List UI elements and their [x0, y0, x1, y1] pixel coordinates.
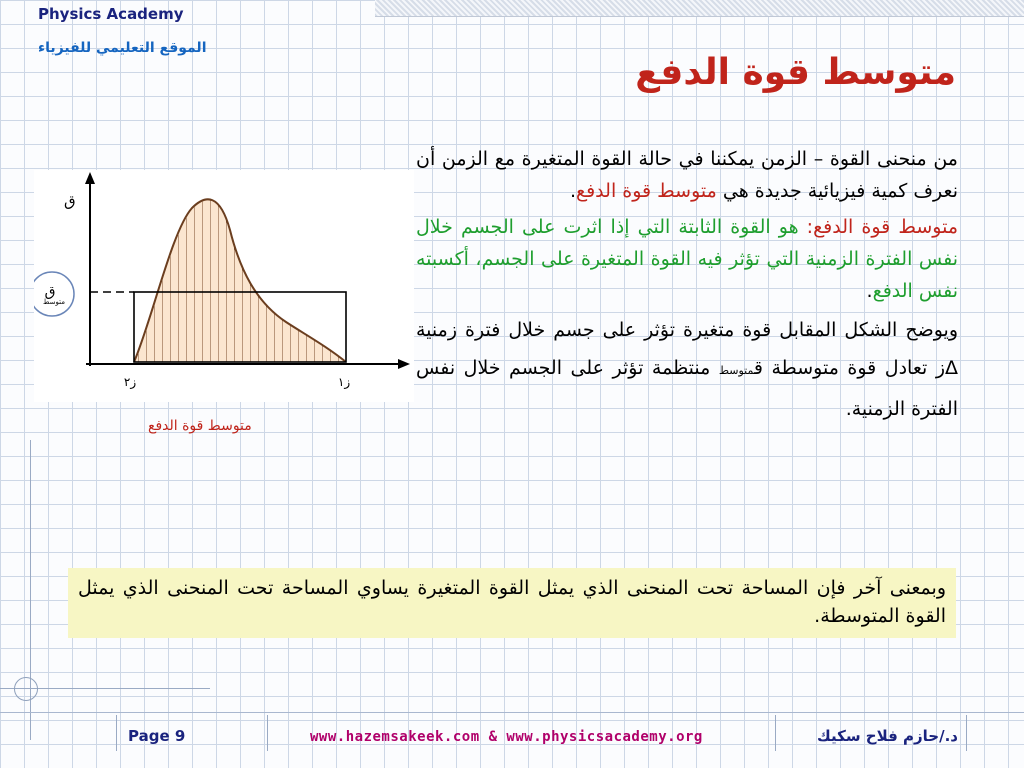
decor-circle: [14, 677, 38, 701]
paragraph-figure-explanation: [416, 311, 958, 428]
average-force-label: ق: [44, 284, 56, 300]
impulse-area: [134, 190, 346, 362]
average-force-subscript: متوسط: [43, 298, 65, 306]
highlight-box: وبمعنى آخر فإن المساحة تحت المنحنى الذي يمثل القوة المتغيرة يساوي المساحة تحت المنحنى الذي يمثل القوة المتوسطة.: [68, 568, 956, 638]
page-title: متوسط قوة الدفع: [635, 52, 956, 93]
force-time-figure: [34, 170, 414, 402]
figure-caption: متوسط قوة الدفع: [148, 418, 252, 434]
header-strip: [375, 0, 1024, 17]
paragraph-intro: [416, 143, 958, 207]
brand-subtitle: الموقع التعليمي للفيزياء: [38, 40, 207, 56]
author-name: د./حازم فلاح سكيك: [817, 727, 958, 745]
body-text: [416, 143, 958, 428]
explanation-text-a: ويوضح الشكل المقابل قوة متغيرة تؤثر على جسم خلال فترة زمنية Δز تعادل قوة متوسطة ق: [416, 319, 958, 379]
definition-end: .: [866, 280, 873, 302]
intro-text: من منحنى القوة – الزمن يمكننا في حالة القوة المتغيرة مع الزمن أن نعرف كمية فيزيائية جديدة هي: [416, 148, 958, 202]
y-axis-arrow: [85, 172, 95, 184]
page-number: Page 9: [128, 727, 186, 745]
website-links[interactable]: www.hazemsakeek.com & www.physicsacademy.org: [310, 729, 703, 745]
force-time-graph: [34, 170, 414, 402]
paragraph-definition: [416, 211, 958, 307]
x-axis-arrow: [398, 359, 410, 369]
intro-term: متوسط قوة الدفع: [575, 180, 717, 202]
y-axis-label: ق: [64, 192, 76, 210]
intro-end: .: [569, 180, 576, 202]
explanation-text-b: منتظمة تؤثر على الجسم خلال نفس الفترة الزمنية.: [416, 357, 958, 420]
t1-label: ز٢: [123, 375, 137, 389]
definition-term: متوسط قوة الدفع:: [806, 216, 959, 238]
t2-label: ز١: [337, 375, 351, 389]
footer-divider: [0, 712, 1024, 713]
explanation-subscript: متوسط: [718, 364, 754, 377]
brand-title: Physics Academy: [38, 5, 184, 23]
definition-text: هو القوة الثابتة التي إذا اثرت على الجسم خلال نفس الفترة الزمنية التي تؤثر فيه القوة المتغيرة على الجسم، أكسبته نفس الدفع: [416, 216, 958, 302]
